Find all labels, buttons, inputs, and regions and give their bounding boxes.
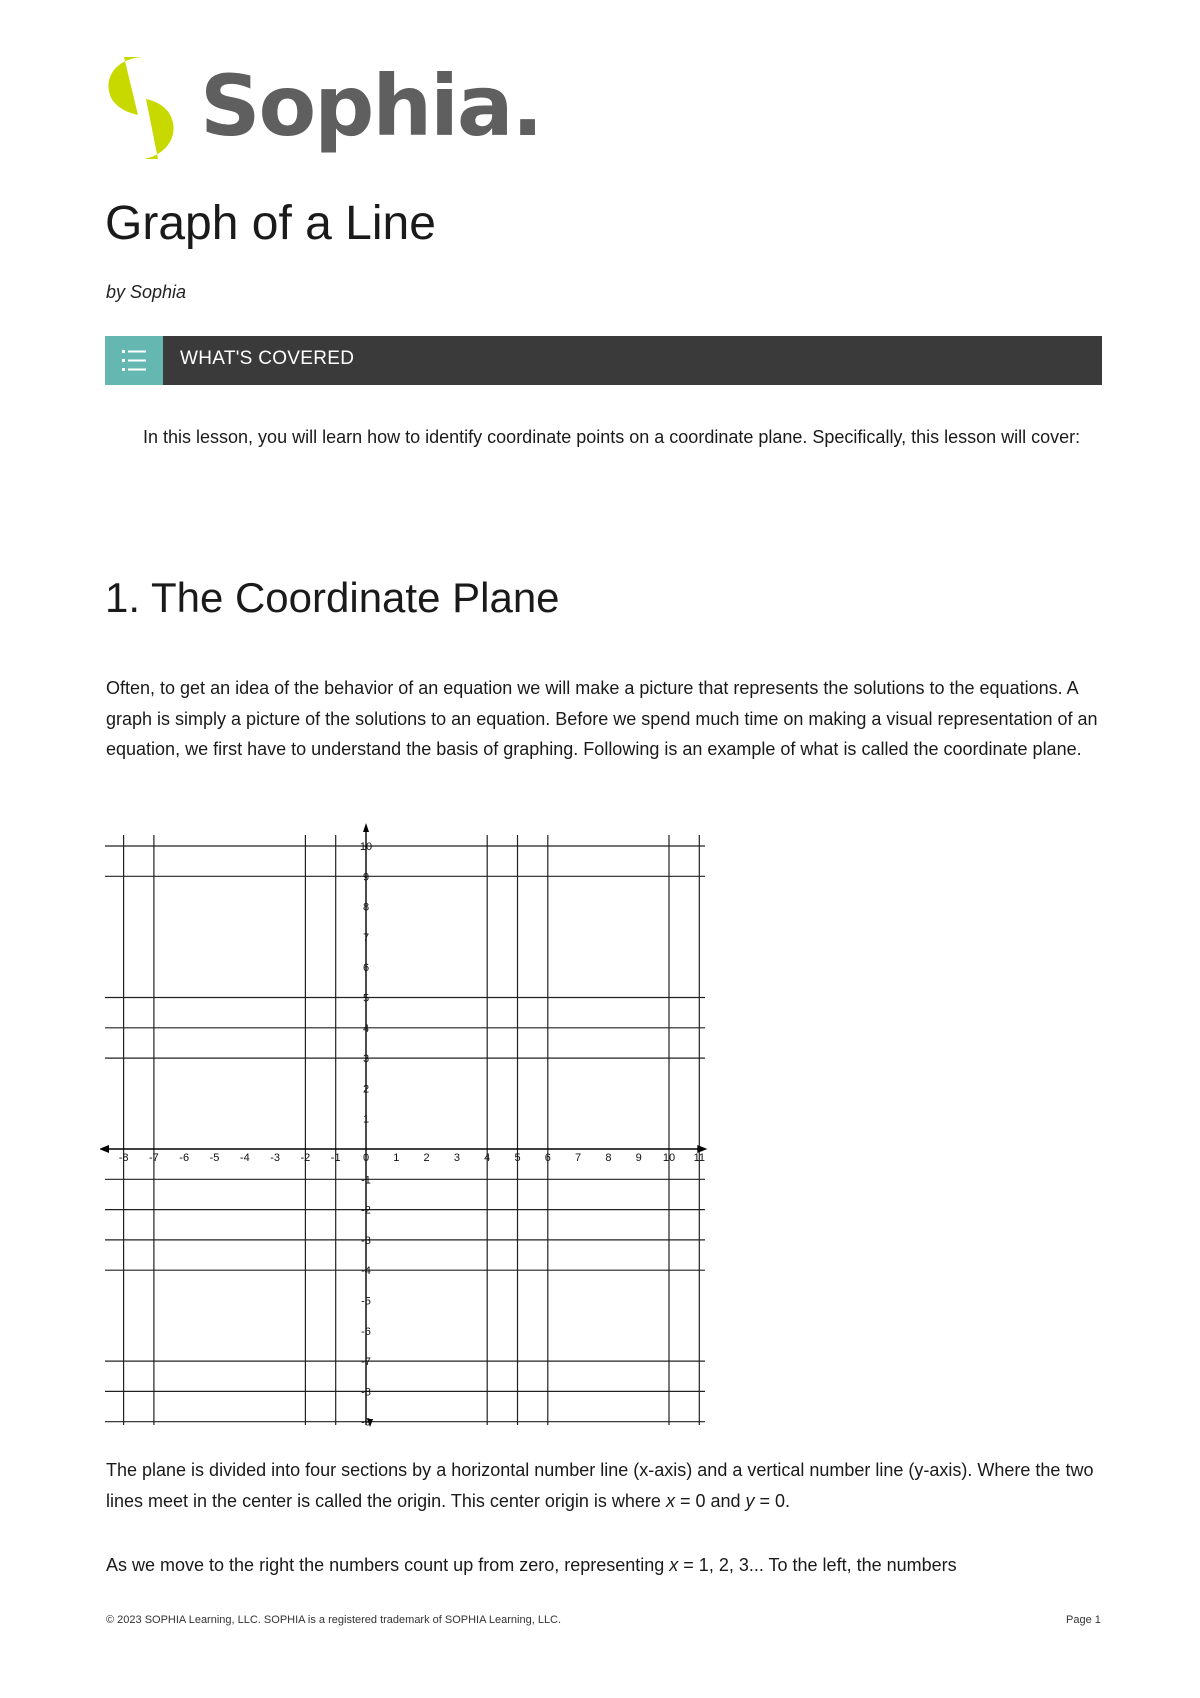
y-tick-label: 9 [362, 871, 370, 884]
sophia-logo-mark-icon [104, 55, 178, 161]
y-tick-label: 2 [362, 1083, 370, 1096]
whats-covered-banner [105, 336, 1102, 385]
paragraph-intro: Often, to get an idea of the behavior of an equation we will make a picture that represents the solutions to the equations. A graph is simply a picture of the solutions to an equation. Before we spend much time on making a visual representation of an equation, we first have to understand the basis of graphing. Following is an example of what is called the coordinate plane. [106, 678, 1098, 759]
x-tick-label: 0 [362, 1152, 370, 1164]
y-tick-label: 5 [362, 992, 370, 1005]
y-tick-label: 3 [362, 1053, 370, 1066]
variable-x: x [669, 1555, 679, 1575]
sophia-logo [104, 55, 542, 165]
whats-covered-text: In this lesson, you will learn how to identify coordinate points on a coordinate plane. Specifically, this lesson will cover: [143, 427, 1081, 447]
y-tick-label: -1 [361, 1174, 371, 1187]
x-tick-label: -4 [239, 1152, 250, 1164]
x-tick-label: -1 [330, 1152, 341, 1164]
y-tick-label: 8 [362, 901, 370, 914]
x-tick-label: 2 [423, 1152, 430, 1164]
paragraph-direction [106, 1550, 1106, 1581]
y-axis-arrow-up [363, 823, 369, 832]
y-tick-label: -5 [361, 1295, 371, 1308]
y-tick-label: 4 [362, 1022, 370, 1035]
paragraph-direction-text-b: = 1, 2, 3... To the left, the numbers [678, 1555, 957, 1575]
logo-wordmark: Sophia [200, 57, 512, 155]
coordinate-plane-graph [100, 815, 720, 1455]
logo-dot: . [511, 57, 542, 155]
footer-page-number: Page 1 [1066, 1614, 1101, 1626]
x-tick-label: 8 [605, 1152, 612, 1164]
list-icon [105, 336, 163, 385]
y-tick-label: -9 [361, 1416, 371, 1429]
x-tick-label: 9 [635, 1152, 642, 1164]
y-tick-label: 6 [362, 962, 370, 975]
y-tick-label: -8 [361, 1386, 371, 1399]
x-tick-label: 11 [693, 1152, 706, 1164]
paragraph-origin [106, 1455, 1106, 1516]
y-tick-label: -7 [361, 1356, 371, 1369]
y-tick-label: 1 [362, 1113, 370, 1126]
paragraph-origin-text-c: = 0. [754, 1490, 791, 1511]
x-axis-arrow-left [100, 1145, 109, 1153]
page-title: Graph of a Line [105, 197, 436, 250]
footer-copyright: © 2023 SOPHIA Learning, LLC. SOPHIA is a registered trademark of SOPHIA Learning, LLC. [106, 1614, 562, 1626]
section-heading: 1. The Coordinate Plane [105, 574, 560, 621]
x-tick-label: 4 [484, 1152, 491, 1164]
y-tick-label: 10 [359, 841, 373, 853]
x-tick-label: 7 [575, 1152, 582, 1164]
byline: by Sophia [106, 282, 187, 302]
x-tick-label: -5 [209, 1152, 220, 1164]
whats-covered-icon-box [105, 336, 163, 385]
x-tick-label: 1 [393, 1152, 400, 1164]
y-tick-label: -2 [361, 1204, 371, 1217]
paragraph-direction-text-a: As we move to the right the numbers count up from zero, representing [106, 1555, 670, 1575]
variable-x: x [665, 1490, 675, 1511]
variable-y: y [745, 1490, 755, 1511]
x-tick-label: -7 [149, 1152, 159, 1164]
x-tick-label: -8 [118, 1152, 129, 1164]
x-tick-label: -3 [270, 1152, 280, 1164]
y-tick-label: -6 [361, 1325, 371, 1338]
y-tick-label: -3 [361, 1234, 371, 1247]
x-tick-label: 5 [514, 1152, 521, 1164]
y-tick-label: -4 [361, 1265, 371, 1278]
whats-covered-label: WHAT'S COVERED [180, 348, 355, 369]
x-tick-label: -6 [179, 1152, 190, 1164]
y-tick-label: 7 [362, 931, 370, 944]
paragraph-origin-text-a: The plane is divided into four sections by a horizontal number line (x-axis) and a vertical number line (y-axis). Where the two lines meet in the center is called the origin. This center origin is where [106, 1460, 1094, 1511]
paragraph-origin-text-b: = 0 and [674, 1490, 746, 1511]
x-tick-label: 3 [453, 1152, 460, 1164]
x-tick-label: -2 [300, 1152, 311, 1164]
x-tick-label: 10 [662, 1152, 676, 1164]
x-tick-label: 6 [544, 1152, 551, 1164]
